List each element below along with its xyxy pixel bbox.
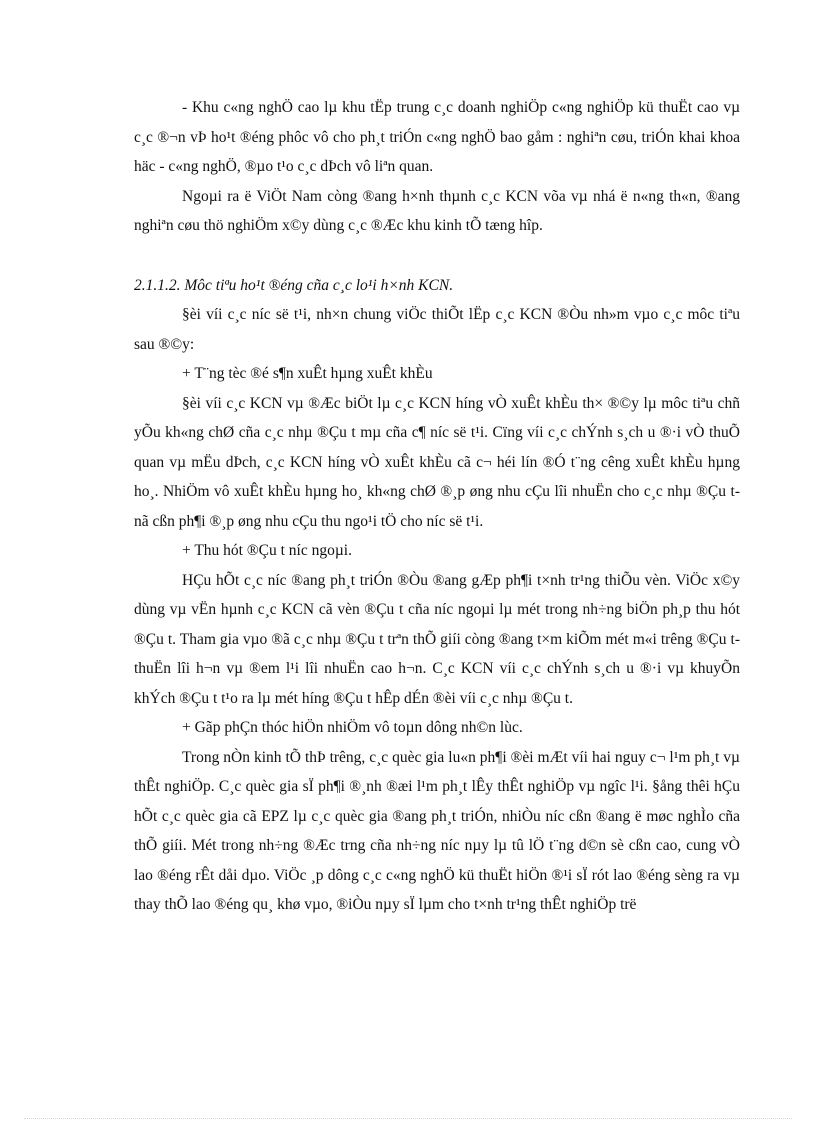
page-bottom-divider [24, 1118, 792, 1119]
bullet-export-production: + T¨ng tèc ®é s¶n xuÊt hµng xuÊt khÈu [182, 365, 433, 382]
bullet-foreign-investment: + Thu hót ®Çu t níc ngoµi. [182, 542, 352, 559]
paragraph-investment: HÇu hÕt c¸c níc ®ang ph¸t triÓn ®Òu ®ang gÆp ph¶i t×nh tr¹ng thiÕu vèn. ViÖc x©y dùng vµ vËn hµnh c¸c KCN cã vèn ®Çu t cña níc ngoµi lµ mét trong nh÷ng biÖn ph¸p thu hót ®Çu t. Tham gia vµo ®ã c¸c nhµ ®Çu t trªn thÕ giíi còng ®ang t×m kiÕm mét m«i trêng ®Çu t thuËn lîi h¬n vµ ®em l¹i lîi nhuËn cao h¬n. C¸c KCN víi c¸c chÝnh s¸ch u ®·i vµ khuyÕn khÝch ®Çu t t¹o ra lµ mét híng ®Çu t hÊp dÉn ®èi víi c¸c nhµ ®Çu t. [134, 571, 740, 707]
paragraph-high-tech-zone: - Khu c«ng nghÖ cao lµ khu tËp trung c¸c doanh nghiÖp c«ng nghiÖp kü thuËt cao vµ c¸c ®¬n vÞ ho¹t ®éng phôc vô cho ph¸t triÓn c«ng nghÖ bao gåm : nghiªn cøu, triÓn khai khoa häc - c«ng nghÖ, ®µo t¹o c¸c dÞch vô liªn quan. [134, 99, 740, 175]
document-page [134, 93, 740, 920]
paragraph-other-zones: Ngoµi ra ë ViÖt Nam còng ®ang h×nh thµnh c¸c KCN võa vµ nhá ë n«ng th«n, ®ang nghiªn cøu thö nghiÖm x©y dùng c¸c ®Æc khu kinh tÕ tæng hîp. [134, 187, 740, 234]
bullet-employment: + Gãp phÇn thóc hiÖn nhiÖm vô toµn dông nh©n lùc. [182, 719, 523, 736]
spacer [134, 241, 740, 271]
paragraph-export: §èi víi c¸c KCN vµ ®Æc biÖt lµ c¸c KCN híng vÒ xuÊt khÈu th× ®©y lµ môc tiªu chñ yÕu kh«ng chØ cña c¸c nhµ ®Çu t mµ cña c¶ níc së t¹i. Cïng víi c¸c chÝnh s¸ch u ®·i vÒ thuÕ quan vµ mËu dÞch, c¸c KCN híng vÒ xuÊt khÈu cã c¬ héi lín ®Ó t¨ng cêng xuÊt khÈu hµng ho¸. NhiÖm vô xuÊt khÈu hµng ho¸ kh«ng chØ ®¸p øng nhu cÇu lîi nhuËn cho c¸c nhµ ®Çu t nã cßn ph¶i ®¸p øng nhu cÇu thu ngo¹i tÖ cho níc së t¹i. [134, 394, 740, 530]
paragraph-objectives-intro: §èi víi c¸c níc së t¹i, nh×n chung viÖc thiÕt lËp c¸c KCN ®Òu nh»m vµo c¸c môc tiªu sau ®©y: [134, 306, 740, 353]
paragraph-employment: Trong nÒn kinh tÕ thÞ trêng, c¸c quèc gia lu«n ph¶i ®èi mÆt víi hai nguy c¬ l¹m ph¸t vµ thÊt nghiÖp. C¸c quèc gia sÏ ph¶i ®¸nh ®æi l¹m ph¸t lÊy thÊt nghiÖp vµ ngîc l¹i. §ång thêi hÇu hÕt c¸c quèc gia cã EPZ lµ c¸c quèc gia ®ang ph¸t triÓn, nhiÒu níc cßn ®ang ë møc nghÌo cña thÕ giíi. Mét trong nh÷ng ®Æc trng cña nh÷ng níc nµy lµ tû lÖ t¨ng d©n sè cßn cao, cung vÒ lao ®éng rÊt dåi dµo. ViÖc ¸p dông c¸c c«ng nghÖ kü thuËt hiÖn ®¹i sÏ rót lao ®éng sèng ra vµ thay thÕ lao ®éng qu¸ khø vµo, ®iÒu nµy sÏ lµm cho t×nh tr¹ng thÊt nghiÖp trë [134, 748, 740, 913]
section-heading: 2.1.1.2. Môc tiªu ho¹t ®éng cña c¸c lo¹i h×nh KCN. [134, 276, 454, 294]
